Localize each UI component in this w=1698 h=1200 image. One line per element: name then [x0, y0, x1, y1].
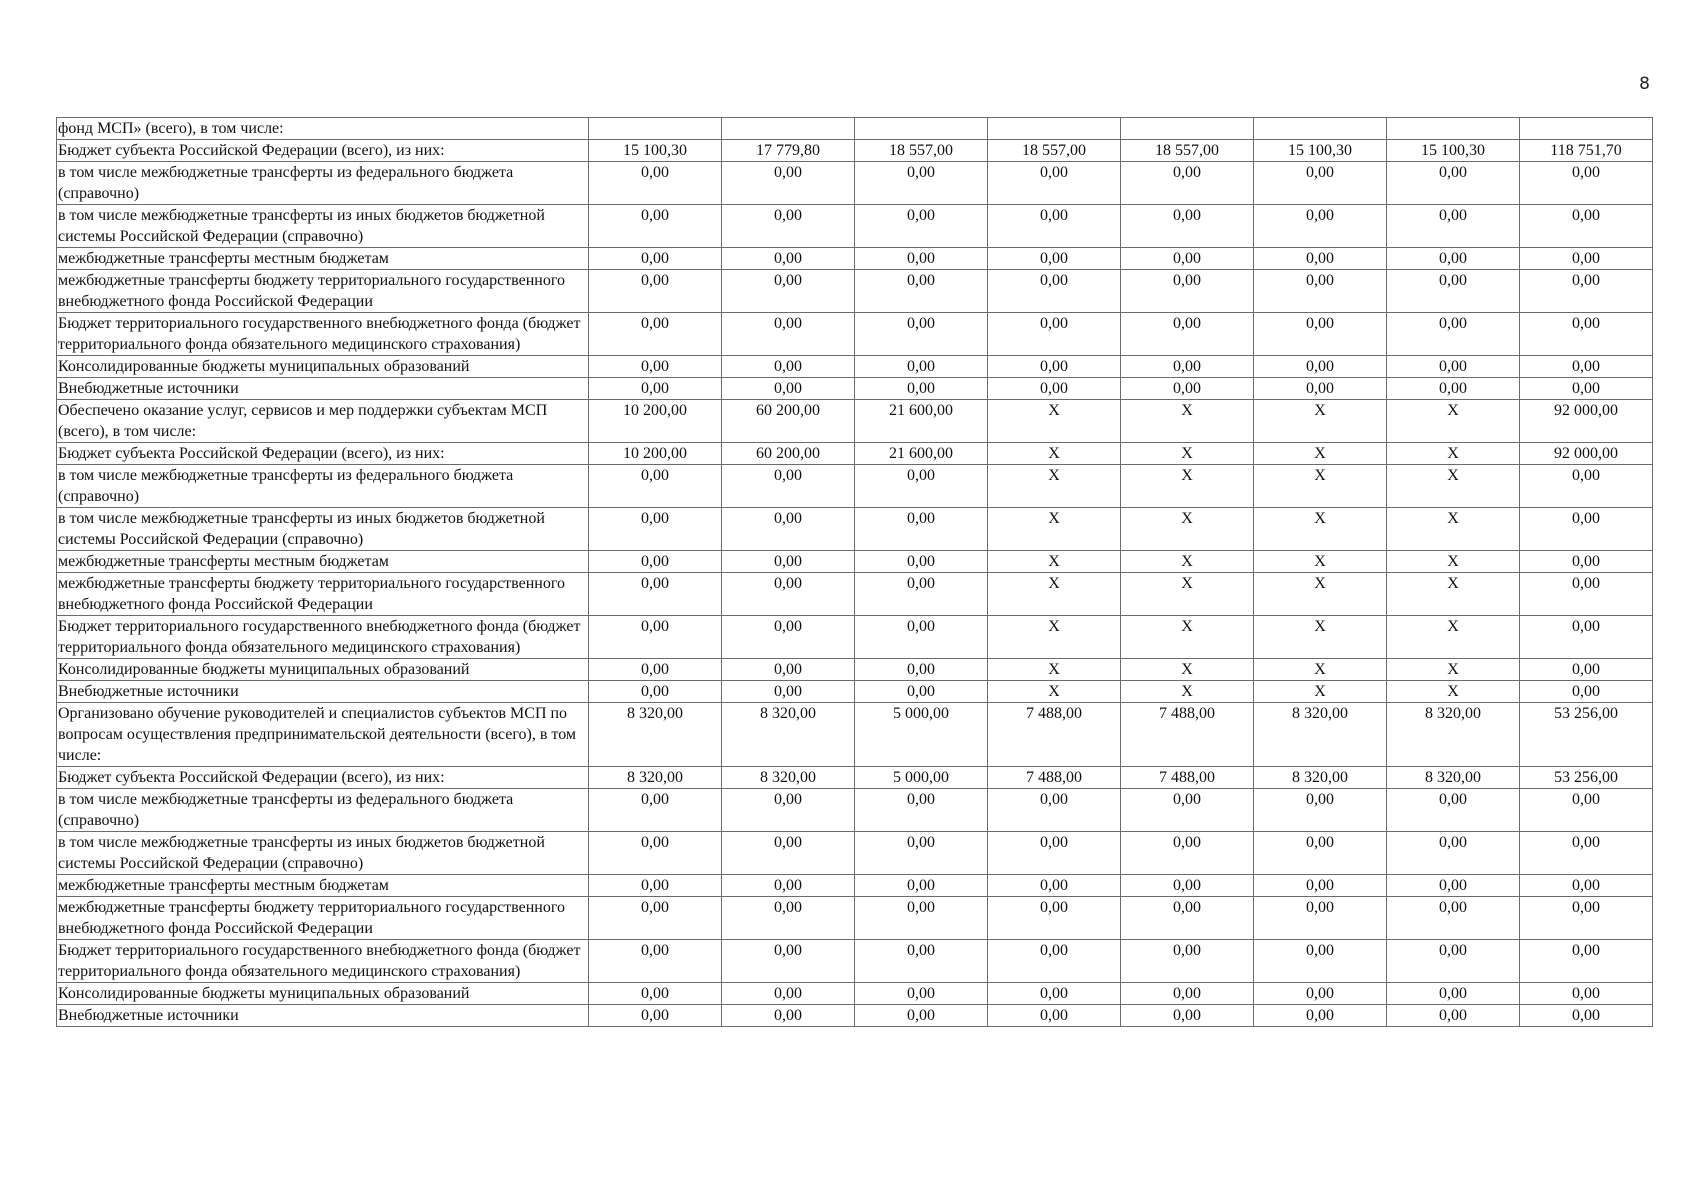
row-label: Бюджет субъекта Российской Федерации (всего), из них: — [57, 140, 589, 162]
value-cell: 0,00 — [722, 356, 855, 378]
value-cell: 8 320,00 — [589, 767, 722, 789]
table-row — [57, 313, 1653, 356]
value-cell: 21 600,00 — [855, 400, 988, 443]
value-cell: X — [1254, 573, 1387, 616]
value-cell: 0,00 — [1387, 789, 1520, 832]
value-cell: 53 256,00 — [1520, 703, 1653, 767]
value-cell: 0,00 — [589, 313, 722, 356]
value-cell: 0,00 — [855, 162, 988, 205]
value-cell — [855, 118, 988, 140]
row-label: фонд МСП» (всего), в том числе: — [57, 118, 589, 140]
value-cell: X — [1387, 573, 1520, 616]
value-cell: 0,00 — [589, 875, 722, 897]
value-cell: X — [1254, 508, 1387, 551]
value-cell: 0,00 — [722, 681, 855, 703]
value-cell: 0,00 — [1387, 875, 1520, 897]
value-cell: 0,00 — [855, 681, 988, 703]
value-cell — [589, 118, 722, 140]
value-cell: 0,00 — [1387, 313, 1520, 356]
value-cell: 0,00 — [722, 270, 855, 313]
value-cell: 0,00 — [1387, 983, 1520, 1005]
value-cell: 0,00 — [1520, 940, 1653, 983]
value-cell: 0,00 — [589, 248, 722, 270]
table-row — [57, 832, 1653, 875]
value-cell: 0,00 — [722, 551, 855, 573]
value-cell: 0,00 — [1520, 1005, 1653, 1027]
value-cell: 21 600,00 — [855, 443, 988, 465]
value-cell: 0,00 — [1387, 248, 1520, 270]
row-label: межбюджетные трансферты местным бюджетам — [57, 875, 589, 897]
row-label: Внебюджетные источники — [57, 681, 589, 703]
row-label: межбюджетные трансферты бюджету территориального государственного внебюджетного фонда Российской Федерации — [57, 897, 589, 940]
value-cell: 0,00 — [722, 940, 855, 983]
value-cell: 0,00 — [988, 940, 1121, 983]
table-row — [57, 703, 1653, 767]
row-label: Обеспечено оказание услуг, сервисов и мер поддержки субъектам МСП (всего), в том числе: — [57, 400, 589, 443]
table-row — [57, 270, 1653, 313]
value-cell: 0,00 — [1121, 248, 1254, 270]
value-cell: 18 557,00 — [1121, 140, 1254, 162]
table-row — [57, 465, 1653, 508]
value-cell: 0,00 — [722, 313, 855, 356]
value-cell: 0,00 — [1387, 897, 1520, 940]
value-cell: 8 320,00 — [589, 703, 722, 767]
value-cell: 0,00 — [855, 465, 988, 508]
table-row — [57, 681, 1653, 703]
table-row — [57, 616, 1653, 659]
value-cell: X — [1387, 681, 1520, 703]
value-cell: 0,00 — [1520, 983, 1653, 1005]
value-cell: X — [1387, 659, 1520, 681]
row-label: межбюджетные трансферты местным бюджетам — [57, 551, 589, 573]
value-cell: 0,00 — [1520, 681, 1653, 703]
table-row — [57, 205, 1653, 248]
value-cell: 0,00 — [1121, 356, 1254, 378]
value-cell: 0,00 — [1254, 313, 1387, 356]
value-cell: 0,00 — [988, 313, 1121, 356]
row-label: Бюджет территориального государственного внебюджетного фонда (бюджет территориального фонда обязательного медицинского страхования) — [57, 616, 589, 659]
value-cell: 0,00 — [1121, 832, 1254, 875]
row-label: Консолидированные бюджеты муниципальных образований — [57, 659, 589, 681]
value-cell: X — [1387, 443, 1520, 465]
budget-table — [56, 117, 1653, 1027]
value-cell: 0,00 — [988, 897, 1121, 940]
value-cell: 10 200,00 — [589, 400, 722, 443]
budget-table-body — [57, 118, 1653, 1027]
row-label: в том числе межбюджетные трансферты из федерального бюджета (справочно) — [57, 465, 589, 508]
value-cell: 0,00 — [589, 205, 722, 248]
value-cell: X — [1121, 616, 1254, 659]
row-label: межбюджетные трансферты бюджету территориального государственного внебюджетного фонда Российской Федерации — [57, 573, 589, 616]
value-cell: X — [988, 508, 1121, 551]
value-cell: 0,00 — [722, 162, 855, 205]
value-cell: 0,00 — [988, 270, 1121, 313]
row-label: Организовано обучение руководителей и специалистов субъектов МСП по вопросам осуществления предпринимательской деятельности (всего), в том числе: — [57, 703, 589, 767]
value-cell: 0,00 — [1520, 508, 1653, 551]
value-cell: 0,00 — [589, 832, 722, 875]
value-cell: 0,00 — [1520, 465, 1653, 508]
value-cell: X — [1254, 465, 1387, 508]
value-cell: 0,00 — [722, 616, 855, 659]
value-cell: 0,00 — [589, 681, 722, 703]
value-cell: 18 557,00 — [855, 140, 988, 162]
value-cell: 5 000,00 — [855, 767, 988, 789]
page-number: 8 — [1639, 74, 1650, 94]
value-cell: 0,00 — [1121, 983, 1254, 1005]
table-row — [57, 875, 1653, 897]
value-cell: X — [988, 659, 1121, 681]
value-cell: 0,00 — [855, 1005, 988, 1027]
value-cell: X — [1387, 400, 1520, 443]
table-row — [57, 378, 1653, 400]
value-cell: 0,00 — [1387, 832, 1520, 875]
value-cell: X — [988, 681, 1121, 703]
value-cell: 7 488,00 — [1121, 767, 1254, 789]
value-cell: 0,00 — [589, 897, 722, 940]
value-cell: 10 200,00 — [589, 443, 722, 465]
value-cell: 0,00 — [1254, 162, 1387, 205]
value-cell: 0,00 — [722, 248, 855, 270]
value-cell: X — [1121, 400, 1254, 443]
value-cell: 0,00 — [1254, 897, 1387, 940]
value-cell: 92 000,00 — [1520, 400, 1653, 443]
table-row — [57, 551, 1653, 573]
value-cell — [1121, 118, 1254, 140]
value-cell: 7 488,00 — [1121, 703, 1254, 767]
value-cell: X — [988, 573, 1121, 616]
table-row — [57, 356, 1653, 378]
value-cell: 0,00 — [1254, 1005, 1387, 1027]
value-cell: 0,00 — [1254, 940, 1387, 983]
value-cell: X — [1254, 659, 1387, 681]
value-cell: 0,00 — [988, 789, 1121, 832]
value-cell: 0,00 — [1254, 832, 1387, 875]
value-cell: 0,00 — [855, 616, 988, 659]
value-cell: X — [988, 551, 1121, 573]
value-cell: 15 100,30 — [589, 140, 722, 162]
row-label: межбюджетные трансферты местным бюджетам — [57, 248, 589, 270]
value-cell: 0,00 — [722, 897, 855, 940]
value-cell: 0,00 — [1121, 270, 1254, 313]
value-cell: 0,00 — [855, 378, 988, 400]
table-row — [57, 140, 1653, 162]
row-label: в том числе межбюджетные трансферты из федерального бюджета (справочно) — [57, 789, 589, 832]
value-cell: 0,00 — [589, 356, 722, 378]
row-label: Внебюджетные источники — [57, 378, 589, 400]
value-cell: 0,00 — [722, 1005, 855, 1027]
value-cell: 0,00 — [589, 508, 722, 551]
value-cell: 0,00 — [589, 1005, 722, 1027]
value-cell: 0,00 — [1520, 875, 1653, 897]
value-cell: X — [1121, 508, 1254, 551]
value-cell: 0,00 — [988, 356, 1121, 378]
value-cell: X — [1121, 681, 1254, 703]
value-cell: 8 320,00 — [1254, 703, 1387, 767]
row-label: Консолидированные бюджеты муниципальных образований — [57, 356, 589, 378]
value-cell: 60 200,00 — [722, 443, 855, 465]
value-cell: 0,00 — [1387, 1005, 1520, 1027]
value-cell: 0,00 — [589, 378, 722, 400]
row-label: Внебюджетные источники — [57, 1005, 589, 1027]
value-cell: X — [1254, 551, 1387, 573]
value-cell: 0,00 — [1254, 270, 1387, 313]
value-cell: 0,00 — [855, 789, 988, 832]
table-row — [57, 118, 1653, 140]
value-cell: 0,00 — [1520, 248, 1653, 270]
value-cell: 0,00 — [1387, 378, 1520, 400]
value-cell: 0,00 — [722, 573, 855, 616]
table-row — [57, 162, 1653, 205]
value-cell: 0,00 — [589, 789, 722, 832]
value-cell: 0,00 — [1387, 940, 1520, 983]
row-label: в том числе межбюджетные трансферты из иных бюджетов бюджетной системы Российской Федерации (справочно) — [57, 508, 589, 551]
value-cell: 0,00 — [589, 659, 722, 681]
value-cell: X — [1387, 465, 1520, 508]
value-cell: X — [1121, 551, 1254, 573]
value-cell: 92 000,00 — [1520, 443, 1653, 465]
value-cell: 0,00 — [1121, 205, 1254, 248]
value-cell — [988, 118, 1121, 140]
row-label: Бюджет субъекта Российской Федерации (всего), из них: — [57, 443, 589, 465]
value-cell: X — [1121, 659, 1254, 681]
value-cell: 0,00 — [855, 270, 988, 313]
value-cell: X — [988, 443, 1121, 465]
value-cell: 0,00 — [1254, 378, 1387, 400]
value-cell: X — [1254, 616, 1387, 659]
value-cell: X — [1387, 616, 1520, 659]
value-cell: 0,00 — [589, 551, 722, 573]
value-cell — [1387, 118, 1520, 140]
value-cell: 0,00 — [722, 508, 855, 551]
row-label: Консолидированные бюджеты муниципальных образований — [57, 983, 589, 1005]
value-cell: 0,00 — [589, 983, 722, 1005]
value-cell: X — [1254, 443, 1387, 465]
table-row — [57, 1005, 1653, 1027]
value-cell: 0,00 — [1520, 162, 1653, 205]
value-cell: X — [1254, 400, 1387, 443]
table-row — [57, 789, 1653, 832]
value-cell: 8 320,00 — [722, 767, 855, 789]
value-cell: 7 488,00 — [988, 703, 1121, 767]
value-cell: 0,00 — [722, 378, 855, 400]
value-cell: 0,00 — [1520, 616, 1653, 659]
table-row — [57, 443, 1653, 465]
value-cell: 0,00 — [722, 832, 855, 875]
value-cell: X — [1121, 443, 1254, 465]
value-cell: 0,00 — [722, 659, 855, 681]
value-cell: 0,00 — [1254, 356, 1387, 378]
value-cell: 0,00 — [1254, 248, 1387, 270]
value-cell: 0,00 — [1121, 162, 1254, 205]
value-cell: 0,00 — [1121, 940, 1254, 983]
table-row — [57, 573, 1653, 616]
table-row — [57, 767, 1653, 789]
row-label: в том числе межбюджетные трансферты из федерального бюджета (справочно) — [57, 162, 589, 205]
value-cell: X — [988, 465, 1121, 508]
value-cell: 0,00 — [1520, 356, 1653, 378]
table-row — [57, 508, 1653, 551]
value-cell: 0,00 — [589, 940, 722, 983]
value-cell: 18 557,00 — [988, 140, 1121, 162]
value-cell: X — [1254, 681, 1387, 703]
value-cell: 0,00 — [988, 983, 1121, 1005]
value-cell: 0,00 — [722, 465, 855, 508]
table-row — [57, 940, 1653, 983]
value-cell — [1254, 118, 1387, 140]
row-label: Бюджет субъекта Российской Федерации (всего), из них: — [57, 767, 589, 789]
value-cell: 0,00 — [722, 789, 855, 832]
value-cell: 0,00 — [1520, 659, 1653, 681]
value-cell: 0,00 — [855, 832, 988, 875]
value-cell: 0,00 — [1520, 573, 1653, 616]
value-cell: 0,00 — [855, 573, 988, 616]
value-cell: 0,00 — [855, 983, 988, 1005]
row-label: в том числе межбюджетные трансферты из иных бюджетов бюджетной системы Российской Федерации (справочно) — [57, 832, 589, 875]
value-cell: 0,00 — [1387, 162, 1520, 205]
value-cell: 0,00 — [1387, 270, 1520, 313]
value-cell: 0,00 — [988, 875, 1121, 897]
value-cell: 0,00 — [722, 983, 855, 1005]
table-row — [57, 248, 1653, 270]
value-cell: 8 320,00 — [1387, 703, 1520, 767]
value-cell: 0,00 — [988, 378, 1121, 400]
value-cell: 0,00 — [1520, 832, 1653, 875]
value-cell: 0,00 — [855, 205, 988, 248]
value-cell: 0,00 — [1121, 313, 1254, 356]
value-cell: 0,00 — [1387, 205, 1520, 248]
value-cell: 8 320,00 — [722, 703, 855, 767]
value-cell: 0,00 — [1254, 983, 1387, 1005]
value-cell: 0,00 — [589, 465, 722, 508]
table-row — [57, 983, 1653, 1005]
value-cell: 8 320,00 — [1254, 767, 1387, 789]
value-cell: 0,00 — [589, 162, 722, 205]
value-cell: 0,00 — [1520, 378, 1653, 400]
value-cell: 0,00 — [1121, 897, 1254, 940]
value-cell: 17 779,80 — [722, 140, 855, 162]
value-cell: 15 100,30 — [1254, 140, 1387, 162]
table-row — [57, 659, 1653, 681]
value-cell: X — [1387, 551, 1520, 573]
value-cell: 0,00 — [855, 940, 988, 983]
value-cell: 7 488,00 — [988, 767, 1121, 789]
value-cell — [722, 118, 855, 140]
value-cell: X — [1121, 573, 1254, 616]
table-row — [57, 897, 1653, 940]
value-cell: 15 100,30 — [1387, 140, 1520, 162]
value-cell: 0,00 — [722, 205, 855, 248]
value-cell: 0,00 — [988, 1005, 1121, 1027]
value-cell: 0,00 — [855, 551, 988, 573]
value-cell: 0,00 — [855, 659, 988, 681]
value-cell: 0,00 — [1254, 875, 1387, 897]
value-cell — [1520, 118, 1653, 140]
row-label: межбюджетные трансферты бюджету территориального государственного внебюджетного фонда Российской Федерации — [57, 270, 589, 313]
value-cell: 0,00 — [589, 573, 722, 616]
value-cell: X — [988, 400, 1121, 443]
table-row — [57, 400, 1653, 443]
value-cell: 118 751,70 — [1520, 140, 1653, 162]
value-cell: 8 320,00 — [1387, 767, 1520, 789]
value-cell: 0,00 — [589, 270, 722, 313]
value-cell: 5 000,00 — [855, 703, 988, 767]
value-cell: X — [988, 616, 1121, 659]
value-cell: 0,00 — [988, 162, 1121, 205]
value-cell: 0,00 — [1520, 551, 1653, 573]
value-cell: 0,00 — [988, 832, 1121, 875]
value-cell: 0,00 — [1121, 875, 1254, 897]
value-cell: 0,00 — [988, 205, 1121, 248]
row-label: Бюджет территориального государственного внебюджетного фонда (бюджет территориального фонда обязательного медицинского страхования) — [57, 940, 589, 983]
value-cell: 0,00 — [1254, 205, 1387, 248]
value-cell: 0,00 — [1121, 789, 1254, 832]
value-cell: 0,00 — [1121, 378, 1254, 400]
value-cell: 0,00 — [855, 248, 988, 270]
value-cell: 0,00 — [855, 313, 988, 356]
value-cell: 0,00 — [722, 875, 855, 897]
value-cell: 0,00 — [1520, 789, 1653, 832]
value-cell: X — [1121, 465, 1254, 508]
value-cell: 0,00 — [1387, 356, 1520, 378]
value-cell: 53 256,00 — [1520, 767, 1653, 789]
value-cell: 0,00 — [855, 356, 988, 378]
row-label: в том числе межбюджетные трансферты из иных бюджетов бюджетной системы Российской Федерации (справочно) — [57, 205, 589, 248]
value-cell: 60 200,00 — [722, 400, 855, 443]
value-cell: 0,00 — [1520, 897, 1653, 940]
value-cell: 0,00 — [1520, 270, 1653, 313]
value-cell: 0,00 — [1520, 205, 1653, 248]
value-cell: 0,00 — [589, 616, 722, 659]
value-cell: 0,00 — [1520, 313, 1653, 356]
value-cell: X — [1387, 508, 1520, 551]
value-cell: 0,00 — [855, 875, 988, 897]
value-cell: 0,00 — [1121, 1005, 1254, 1027]
value-cell: 0,00 — [855, 508, 988, 551]
row-label: Бюджет территориального государственного внебюджетного фонда (бюджет территориального фонда обязательного медицинского страхования) — [57, 313, 589, 356]
value-cell: 0,00 — [988, 248, 1121, 270]
value-cell: 0,00 — [855, 897, 988, 940]
value-cell: 0,00 — [1254, 789, 1387, 832]
